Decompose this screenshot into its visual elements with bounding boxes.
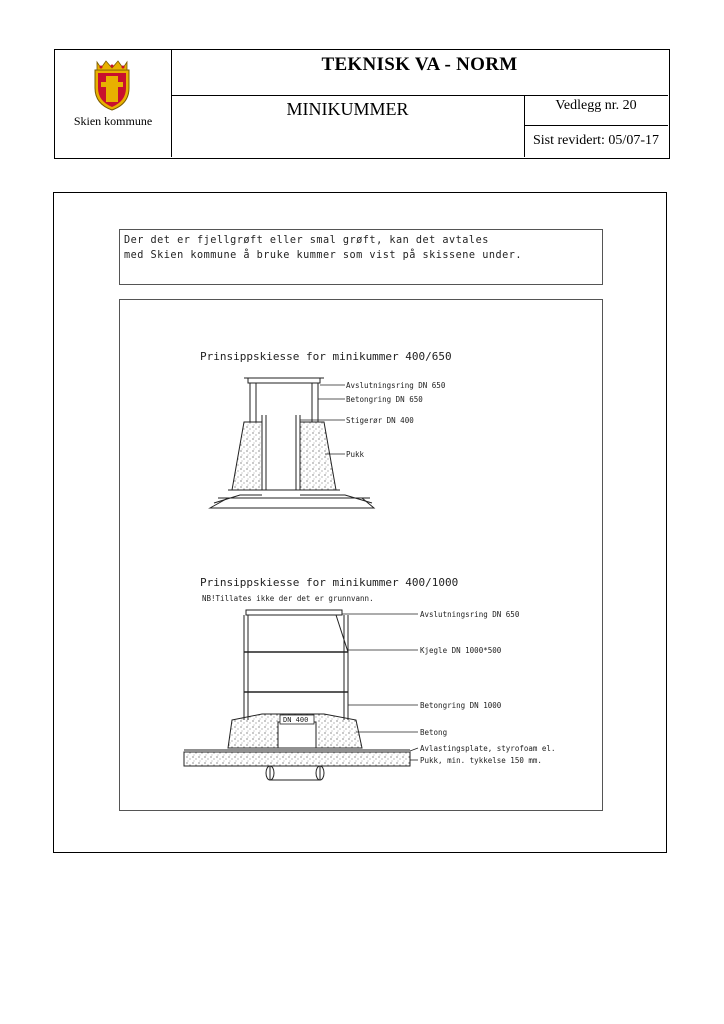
sketch2-title: Prinsippskiesse for minikummer 400/1000 bbox=[200, 576, 459, 589]
sketch2-label-cone: Kjegle DN 1000*500 bbox=[420, 646, 502, 655]
note-line-2: med Skien kommune å bruke kummer som vist på skissene under. bbox=[124, 250, 523, 261]
sketch2-label-gravel: Pukk, min. tykkelse 150 mm. bbox=[420, 756, 542, 765]
sketch2-label-ring: Avslutningsring DN 650 bbox=[420, 610, 520, 619]
sketch2-dn-tag bbox=[280, 715, 314, 724]
document-name: MINIKUMMER bbox=[286, 99, 409, 119]
revision-date: Sist revidert: 05/07-17 bbox=[533, 133, 659, 148]
organization-name: Skien kommune bbox=[73, 114, 153, 128]
attachment-number: Vedlegg nr. 20 bbox=[555, 98, 637, 113]
sketch1-label-ring: Avslutningsring DN 650 bbox=[346, 381, 446, 390]
sketch2-label-concrete: Betong bbox=[420, 728, 448, 737]
page-title: TEKNISK VA - NORM bbox=[321, 54, 518, 75]
sketch2-label-concrete-ring: Betongring DN 1000 bbox=[420, 701, 502, 710]
note-line-1: Der det er fjellgrøft eller smal grøft, kan det avtales bbox=[124, 235, 489, 246]
sketch2-dn-label: DN 400 bbox=[283, 716, 309, 724]
sketch1-label-concrete-ring: Betongring DN 650 bbox=[346, 395, 423, 404]
sketch1-label-gravel: Pukk bbox=[346, 450, 365, 459]
sketch2-subtitle: NB!Tillates ikke der det er grunnvann. bbox=[202, 594, 374, 603]
sketch2-drawing bbox=[184, 610, 410, 780]
sketch2-label-relief-plate: Avlastingsplate, styrofoam el. bbox=[420, 744, 556, 753]
sketch1-label-riser: Stigerør DN 400 bbox=[346, 416, 414, 425]
sketch1-title: Prinsippskiesse for minikummer 400/650 bbox=[200, 350, 452, 363]
